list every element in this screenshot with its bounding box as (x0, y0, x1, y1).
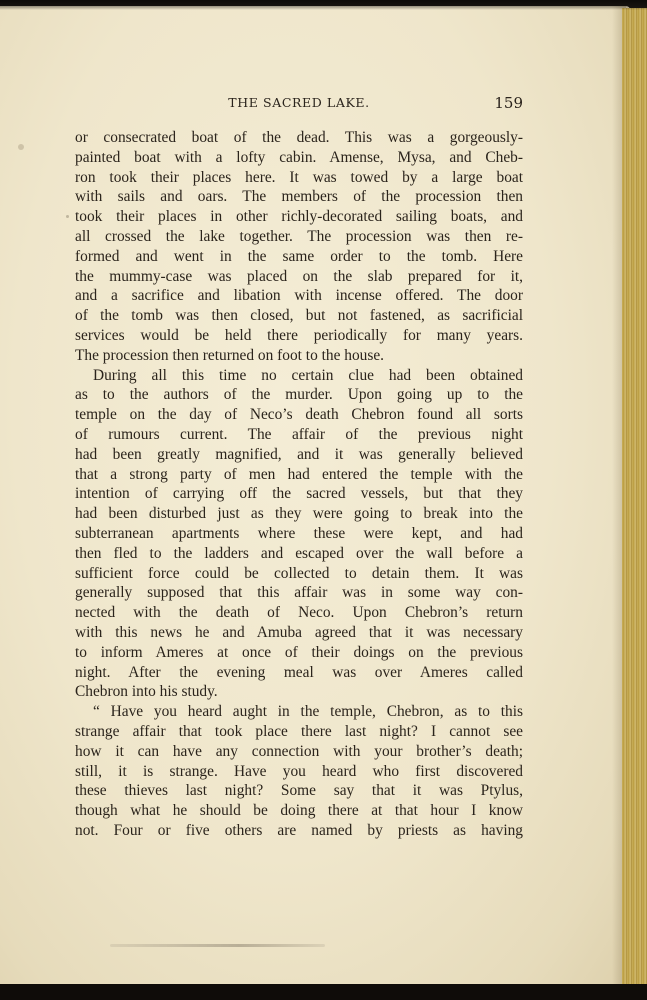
running-title: THE SACRED LAKE. (228, 95, 370, 110)
body-text (75, 128, 523, 841)
page-edge (622, 8, 647, 988)
text-line: though what he should be doing there at that hour I know (75, 802, 523, 820)
text-line: these thieves last night? Some say that it was Ptylus, (75, 782, 523, 800)
bottom-shadow (0, 984, 647, 1000)
footer-rule (110, 944, 325, 947)
text-line: intention of carrying off the sacred vessels, but that they (75, 485, 523, 503)
text-line: generally supposed that this affair was in some way con- (75, 584, 523, 602)
page-number: 159 (494, 94, 523, 112)
text-line: or consecrated boat of the dead. This was a gorgeously- (75, 129, 523, 146)
text-line: The procession then returned on foot to the house. (75, 346, 385, 364)
top-shadow (0, 0, 647, 10)
text-line: not. Four or five others are named by priests as having (75, 821, 523, 839)
text-line: nected with the death of Neco. Upon Chebron’s return (75, 604, 523, 622)
text-line: of the tomb was then closed, but not fastened, as sacrificial (75, 307, 523, 325)
running-header (75, 92, 523, 114)
text-line: then fled to the ladders and escaped over the wall before a (75, 544, 523, 562)
text-line: formed and went in the same order to the tomb. Here (75, 247, 523, 265)
text-line: Chebron into his study. (75, 683, 218, 701)
text-line: night. After the evening meal was over Ameres called (75, 663, 523, 681)
text-line: services would be held there periodically for many years. (75, 326, 523, 344)
text-line: had been disturbed just as they were going to break into the (75, 505, 523, 523)
text-line: and a sacrifice and libation with incense offered. The door (75, 287, 523, 305)
text-line: temple on the day of Neco’s death Chebron found all sorts (75, 406, 523, 424)
text-line: with sails and oars. The members of the procession then (75, 188, 523, 206)
text-line: During all this time no certain clue had been obtained (93, 366, 523, 384)
text-line: of rumours current. The affair of the previous night (75, 425, 523, 443)
text-line: as to the authors of the murder. Upon going up to the (75, 386, 523, 404)
text-line: all crossed the lake together. The procession was then re- (75, 227, 523, 245)
text-line: with this news he and Amuba agreed that it was necessary (75, 623, 523, 641)
text-line: strange affair that took place there last night? I cannot see (75, 722, 523, 740)
text-line: how it can have any connection with your brother’s death; (75, 742, 523, 760)
text-line: “ Have you heard aught in the temple, Chebron, as to this (93, 703, 523, 721)
text-line: ron took their places here. It was towed by a large boat (75, 168, 523, 186)
text-line: sufficient force could be collected to detain them. It was (75, 564, 523, 582)
text-line: painted boat with a lofty cabin. Amense, Mysa, and Cheb- (75, 148, 523, 166)
text-line: took their places in other richly-decorated sailing boats, and (75, 208, 523, 226)
paper-spot (66, 215, 69, 218)
text-line: that a strong party of men had entered the temple with the (75, 465, 523, 483)
text-line: to inform Ameres at once of their doings on the previous (75, 643, 523, 661)
paper-spot (18, 144, 24, 150)
text-line: the mummy-case was placed on the slab prepared for it, (75, 267, 523, 285)
text-line: still, it is strange. Have you heard who first discovered (75, 762, 523, 780)
text-line: subterranean apartments where these were kept, and had (75, 524, 523, 542)
text-line: had been greatly magnified, and it was generally believed (75, 445, 523, 463)
